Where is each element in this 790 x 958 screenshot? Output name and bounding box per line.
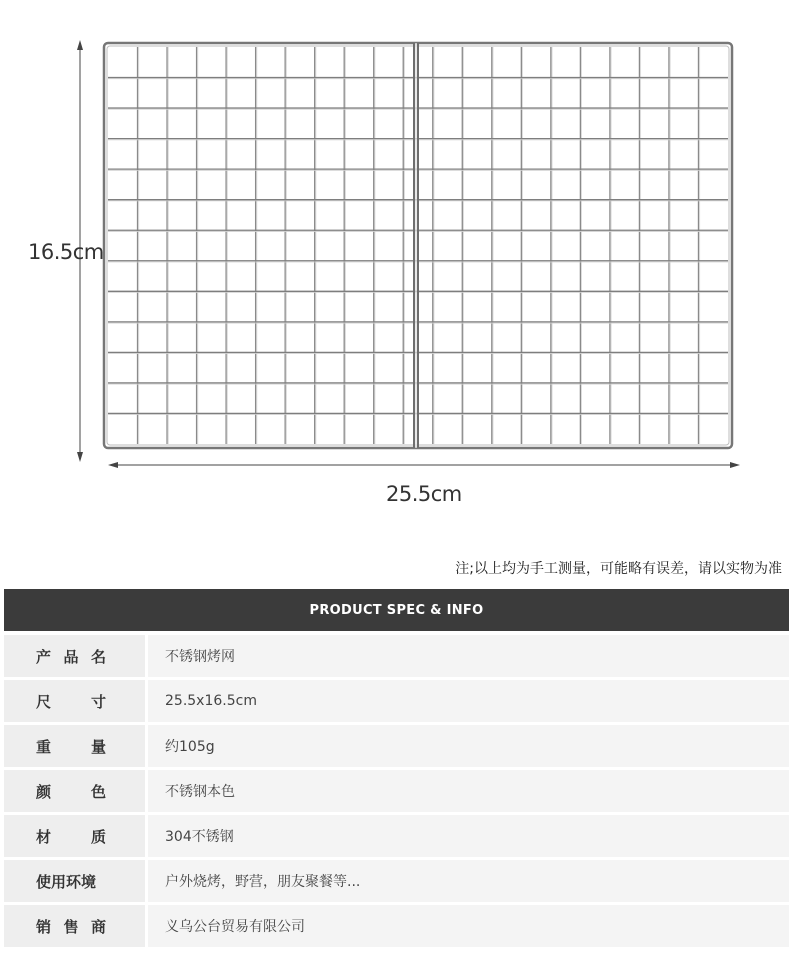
- height-dimension-label: 16.5cm: [28, 240, 104, 264]
- spec-label: 使用环境: [4, 860, 145, 902]
- spec-label: 产 品 名: [4, 635, 145, 677]
- spec-value: 25.5x16.5cm: [148, 680, 789, 722]
- spec-value: 约105g: [148, 725, 789, 767]
- spec-row: [4, 680, 789, 722]
- spec-label: 销 售 商: [4, 905, 145, 947]
- spec-label: 重 量: [4, 725, 145, 767]
- spec-row: [4, 815, 789, 857]
- spec-row: [4, 905, 789, 947]
- spec-row: [4, 770, 789, 812]
- width-dimension-label: 25.5cm: [386, 482, 462, 506]
- width-dimension-line: [108, 462, 740, 468]
- spec-header: PRODUCT SPEC & INFO: [4, 589, 789, 631]
- spec-value: 户外烧烤，野营，朋友聚餐等...: [148, 860, 789, 902]
- spec-row: [4, 725, 789, 767]
- spec-label: 材 质: [4, 815, 145, 857]
- spec-value: 304不锈钢: [148, 815, 789, 857]
- spec-label: 尺 寸: [4, 680, 145, 722]
- spec-row: [4, 635, 789, 677]
- spec-row: [4, 860, 789, 902]
- grill-mesh: [104, 43, 732, 448]
- spec-value: 义乌公台贸易有限公司: [148, 905, 789, 947]
- spec-label: 颜 色: [4, 770, 145, 812]
- spec-value: 不锈钢烤网: [148, 635, 789, 677]
- measurement-note: 注;以上均为手工测量，可能略有误差，请以实物为准: [455, 561, 782, 577]
- spec-value: 不锈钢本色: [148, 770, 789, 812]
- spec-table: [4, 635, 789, 950]
